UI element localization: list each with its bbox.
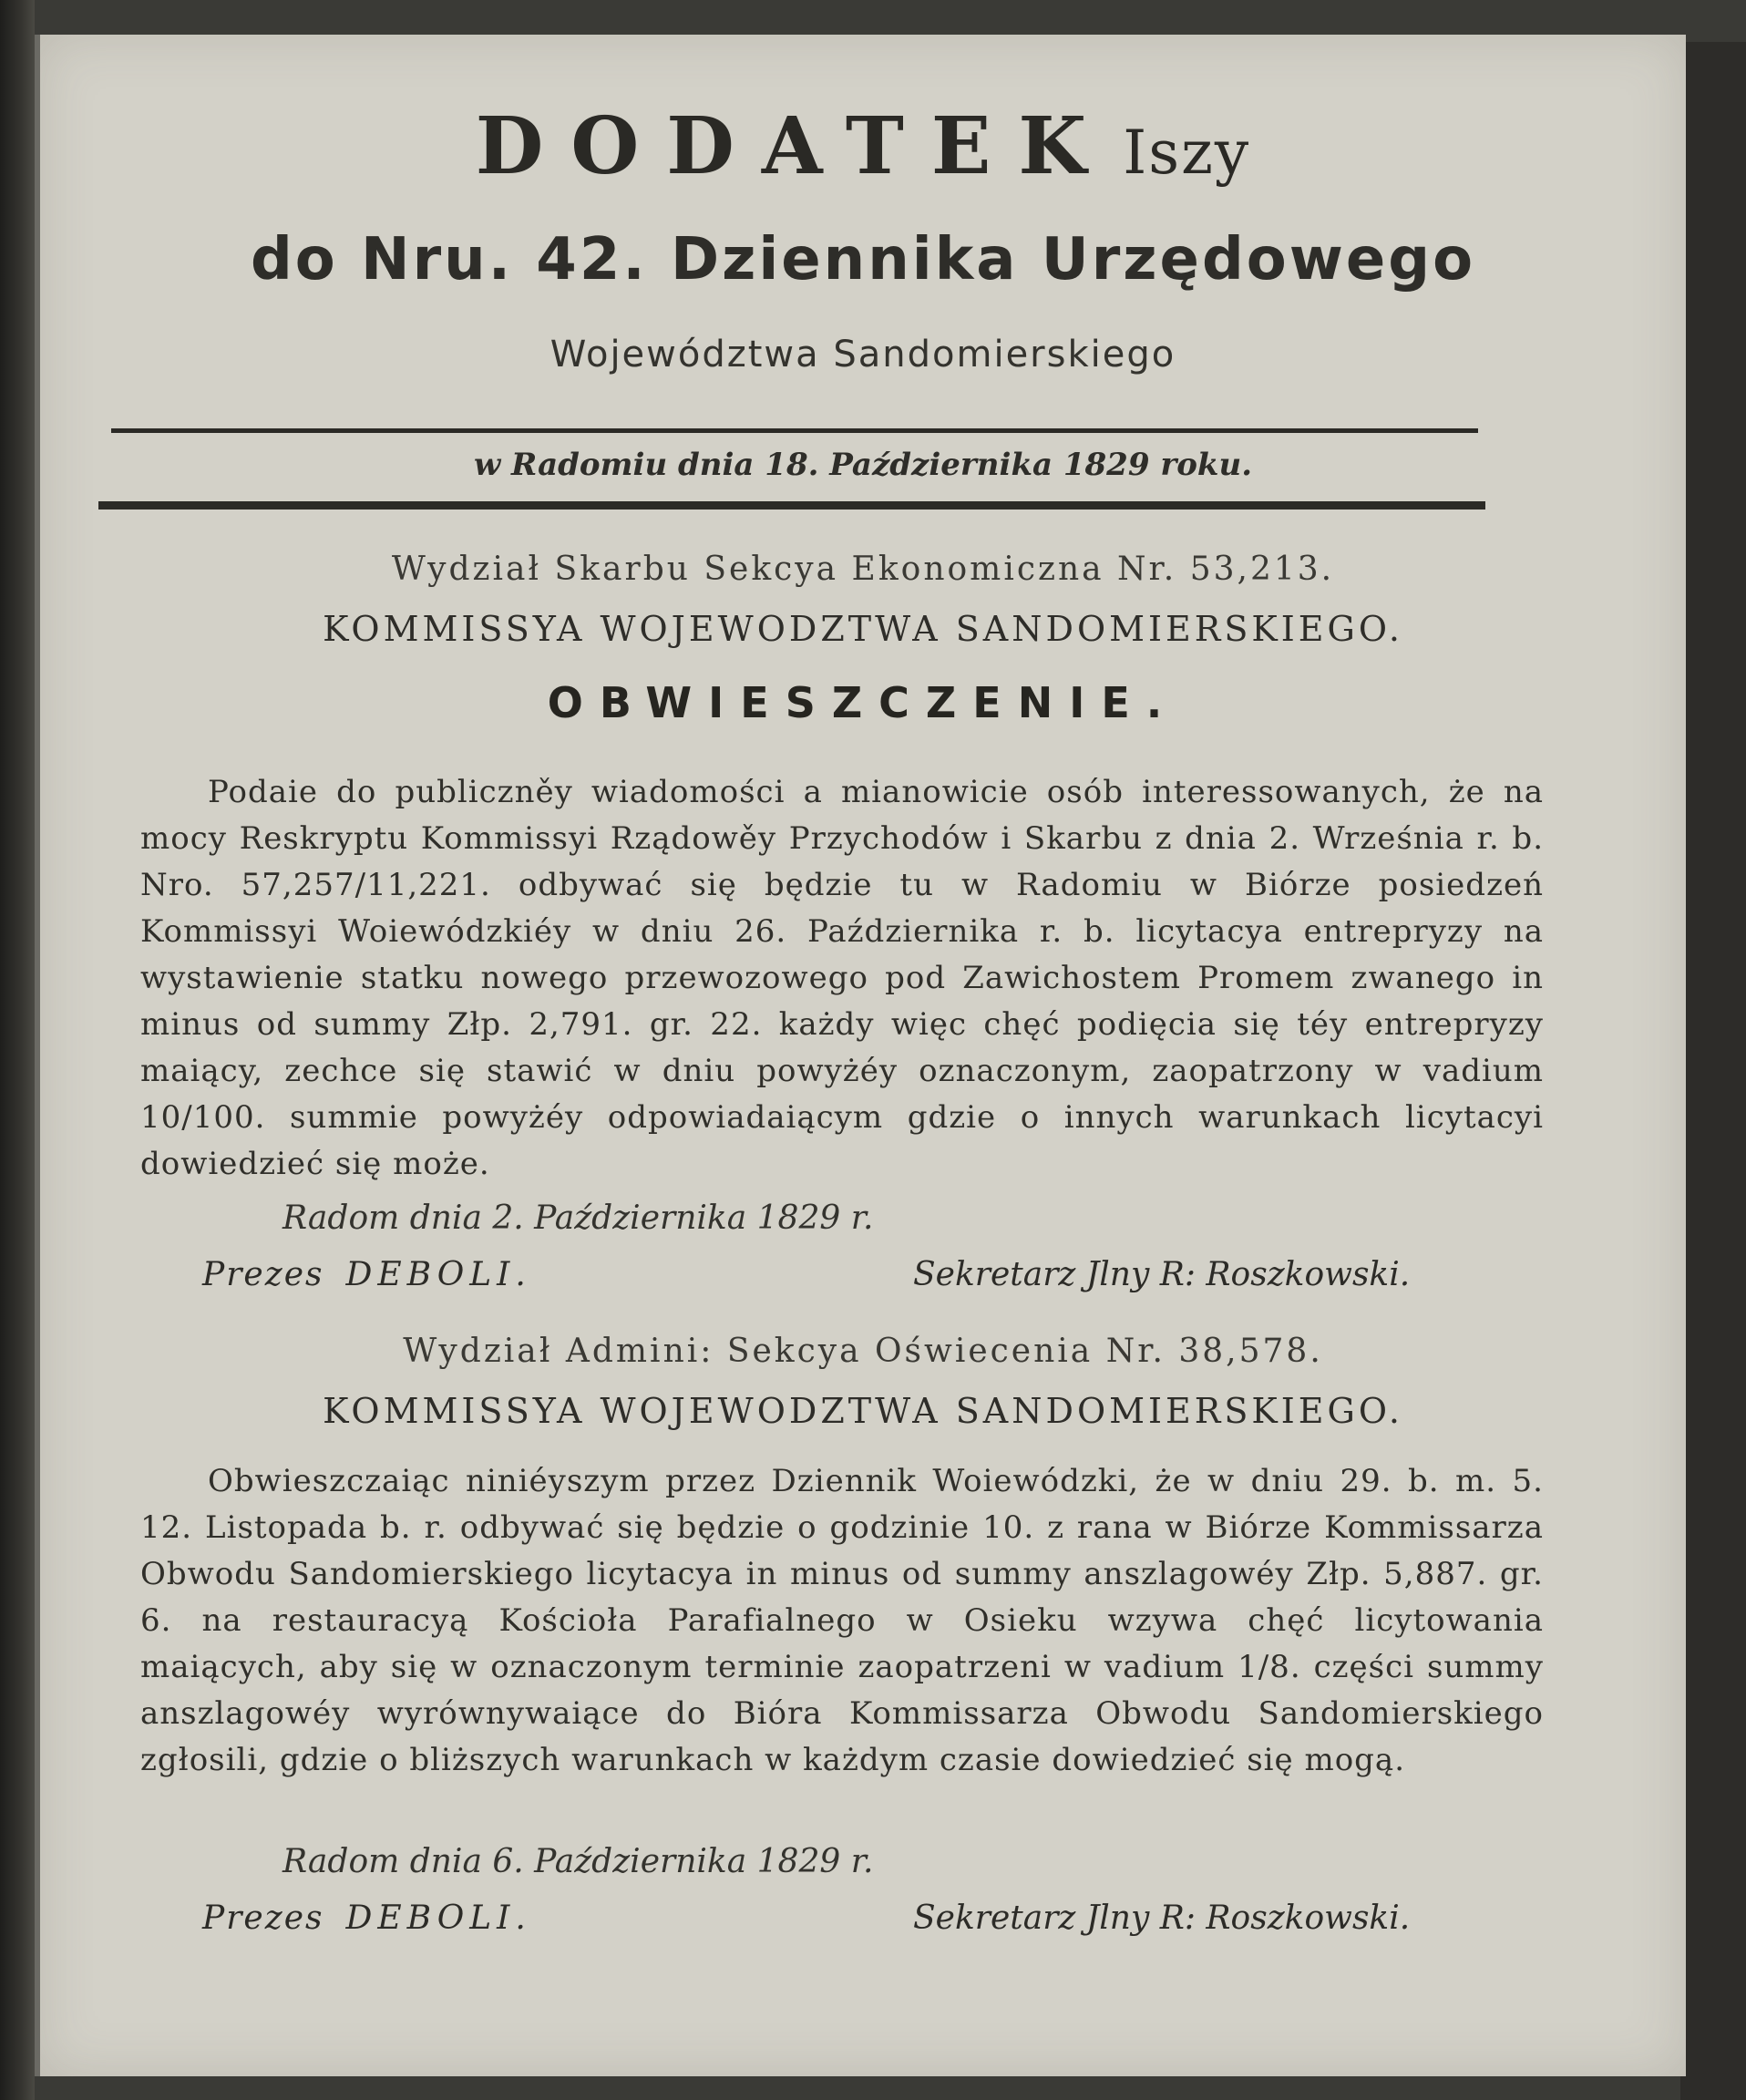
notice-2-body: Obwieszczaiąc niniéyszym przez Dziennik Woiewódzki, że w dniu 29. b. m. 5. 12. Listopada b. r. odbywać się będzie o godzinie 10. z rana w Biórze Kommissarza Obwodu Sandomierskiego licytacya in minus od summy anszlagowéy Złp. 5,887. gr. 6. na restauracyą Kościoła Parafialnego w Osieku wzywa chęć licytowania maiących, aby się w oznaczonym terminie zaopatrzeni w vadium 1/8. części summy anszlagowéy wyrównywaiące do Bióra Kommissarza Obwodu Sandomierskiego zgłosili, gdzie o bliższych warunkach w każdym czasie dowiedzieć się mogą. [140,1463,1544,1778]
notice-1-dated: Radom dnia 2. Października 1829 r. [282,1199,874,1237]
notice-1-signer-name: DEBOLI. [345,1256,531,1293]
page-edge-shadow [1680,42,1746,2100]
rule-bottom [98,501,1485,510]
notice-2-commission: KOMMISSYA WOJEWODZTWA SANDOMIERSKIEGO. [323,1391,1403,1431]
notice-1-signer-title: Prezes [202,1256,324,1293]
notice-1-body: Podaie do publiczněy wiadomości a mianowicie osób interessowanych, że na mocy Reskryptu Kommissyi Rządowěy Przychodów i Skarbu z dnia 2. Września r. b. Nro. 57,257/11,221. odbywać się będzie tu w Radomiu w Biórze posiedzeń Kommissyi Woiewódzkiéy w dniu 26. Października r. b. licytacya entrepryzy na wystawienie statku nowego przewozowego pod Zawichostem Promem zwanego in minus od summy Złp. 2,791. gr. 22. każdy więc chęć podięcia się téy entrepryzy maiący, zechce się stawić w dniu powyżéy oznaczonym, zaopatrzony w vadium 10/100. summie powyżéy odpowiadaiącym gdzie o innych warunkach licytacyi dowiedzieć się może. [140,774,1544,1182]
notice-2-signer-name: DEBOLI. [345,1899,531,1937]
rule-top [111,428,1478,433]
document-page [35,35,1686,2076]
notice-1-commission: KOMMISSYA WOJEWODZTWA SANDOMIERSKIEGO. [323,609,1403,649]
masthead-region: Województwa Sandomierskiego [549,334,1176,376]
book-spine [0,0,35,2100]
notice-1-heading: OBWIESZCZENIE. [547,678,1179,727]
masthead-title-sup: Iszy [1123,118,1251,188]
notice-2-signer-title: Prezes [202,1899,324,1937]
notice-2-signature-right: Sekretarz Jlny R: Roszkowski. [913,1899,1411,1937]
notice-1-department: Wydział Skarbu Sekcya Ekonomiczna Nr. 53,213. [391,551,1335,588]
notice-2-department: Wydział Admini: Sekcya Oświecenia Nr. 38,578. [403,1333,1323,1370]
issue-dateline: w Radomiu dnia 18. Października 1829 roku. [473,447,1253,483]
notice-2-signature-left [202,1899,531,1937]
masthead-title-main: DODATEK [475,100,1114,192]
notice-2-dated: Radom dnia 6. Października 1829 r. [282,1843,874,1880]
masthead-title [40,100,1686,192]
notice-1-signature-right: Sekretarz Jlny R: Roszkowski. [913,1256,1411,1293]
masthead-subtitle: do Nru. 42. Dziennika Urzędowego [250,226,1476,293]
notice-1-signature-left [202,1256,531,1293]
